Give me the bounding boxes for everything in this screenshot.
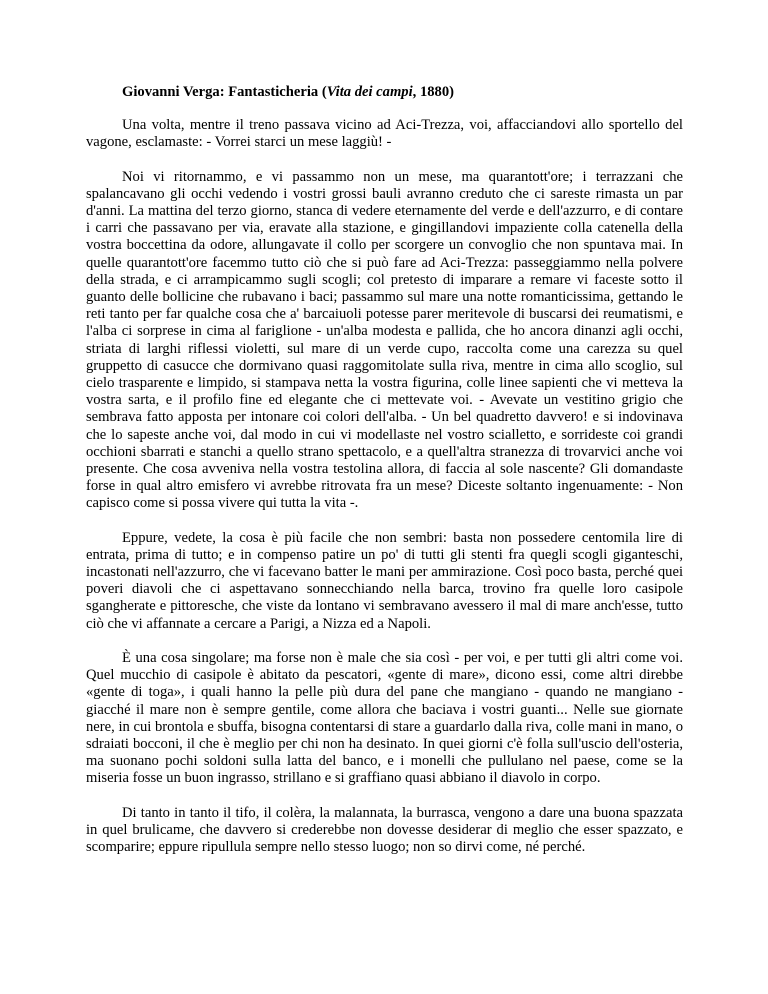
document-title [86, 84, 683, 101]
paragraph-4: È una cosa singolare; ma forse non è male che sia così - per voi, e per tutti gli altri come voi. Quel mucchio di casipole è abitato da pescatori, «gente di mare», dicono essi, come altri direbbe «gente di toga», i quali hanno la pelle più dura del pane che mangiano - quando ne mangiano - giacché il mare non è sempre gentile, come allora che baciava i vostri guanti... Nelle sue giornate nere, in cui brontola e sbuffa, bisogna contentarsi di stare a guardarlo dalla riva, colle mani in mano, o sdraiati bocconi, il che è meglio per chi non ha desinato. In quei giorni c'è folla sull'uscio dell'osteria, ma suonano pochi soldoni sulla latta del banco, e i monelli che pullulano nel paese, come se la miseria fosse un buon ingrasso, strillano e si graffiano quasi abbiano il diavolo in corpo. [86, 649, 683, 787]
paragraph-5: Di tanto in tanto il tifo, il colèra, la malannata, la burrasca, vengono a dare una buona spazzata in quel brulicame, che davvero si crederebbe non dovesse desiderar di meglio che esser spazzato, e scomparire; eppure ripullula sempre nello stesso luogo; non so dirvi come, né perché. [86, 804, 683, 855]
paragraph-1: Una volta, mentre il treno passava vicino ad Aci-Trezza, voi, affacciandovi allo sportello del vagone, esclamaste: - Vorrei starci un mese laggiù! - [86, 117, 683, 151]
title-work: Vita dei campi [326, 84, 413, 100]
paragraph-2: Noi vi ritornammo, e vi passammo non un mese, ma quarantott'ore; i terrazzani che spalancavano gli occhi vedendo i vostri grossi bauli avranno creduto che ci sareste rimasta un par d'anni. La mattina del terzo giorno, stanca di vedere eternamente del verde e dell'azzurro, e di contare i carri che passavano per via, eravate alla stazione, e gingillandovi impaziente colla catenella della vostra boccettina da odore, allungavate il collo per scorgere un convoglio che non spuntava mai. In quelle quarantott'ore facemmo tutto ciò che si può fare ad Aci-Trezza: passeggiammo nella polvere della strada, e ci arrampicammo sugli scogli; col pretesto di imparare a remare vi faceste sotto il guanto delle bollicine che rubavano i baci; passammo sul mare una notte romanticissima, gettando le reti tanto per far qualche cosa che a' barcaiuoli potesse parer meritevole di buscarsi dei reumatismi, e l'alba ci sorprese in cima al fariglione - un'alba modesta e pallida, che ho ancora dinanzi agli occhi, striata di larghi riflessi violetti, sul mare di un verde cupo, raccolta come una carezza su quel gruppetto di casucce che dormivano quasi raggomitolate sulla riva, mentre in cima allo scoglio, sul cielo trasparente e limpido, si stampava netta la vostra figurina, colle linee sapienti che vi metteva la vostra sarta, e il profilo fine ed elegante che ci mettevate voi. - Avevate un vestitino grigio che sembrava fatto apposta per intonare coi colori dell'alba. - Un bel quadretto davvero! e si indovinava che lo sapeste anche voi, dal modo in cui vi modellaste nel vostro scialletto, e sorrideste coi grandi occhioni sbarrati e stanchi a quello strano spettacolo, e a quell'altra stranezza di trovarvici anche voi presente. Che cosa avveniva nella vostra testolina allora, di faccia al sole nascente? Gli domandaste forse in qual altro emisfero vi avrebbe ritrovata fra un mese? Diceste soltanto ingenuamente: - Non capisco come si possa vivere qui tutta la vita -. [86, 168, 683, 512]
paragraph-3: Eppure, vedete, la cosa è più facile che non sembri: basta non possedere centomila lire di entrata, prima di tutto; e in compenso patire un po' di tutti gli stenti fra quegli scogli giganteschi, incastonati nell'azzurro, che vi facevano batter le mani per ammirazione. Così poco basta, perché quei poveri diavoli che ci aspettavano sonnecchiando nella barca, trovino fra quelle loro casipole sgangherate e pittoresche, che viste da lontano vi sembravano avessero il mal di mare anch'esse, tutto ciò che vi affannate a cercare a Parigi, a Nizza ed a Napoli. [86, 529, 683, 632]
title-suffix: , 1880) [412, 84, 455, 100]
document-page [86, 84, 683, 873]
title-prefix: Giovanni Verga: Fantasticheria ( [122, 84, 327, 100]
